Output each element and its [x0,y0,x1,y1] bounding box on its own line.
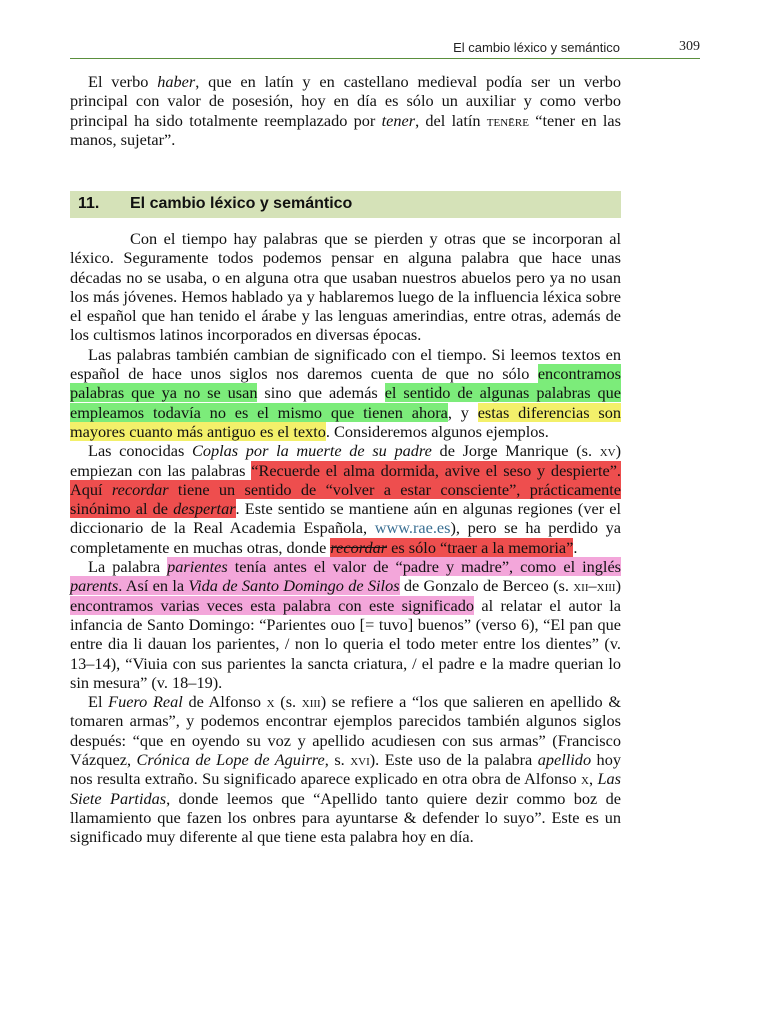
century-numeral: xiii [301,692,321,712]
text-run: La palabra [88,557,168,577]
text-run: . [573,537,578,557]
paragraph-1: Con el tiempo hay palabras que se pierden y otras que se incorporan al léxico. Seguramente todos podemos pensar en alguna palabra que hace unas décadas no se usaba, o en alguna otra que usaban nuestros abuelos pero ya no usan los más jóvenes. Hemos hablado ya y hablaremos luego de la influencia léxica sobre el español que han tenido el árabe y las lenguas amerindias, entre otras, además de los cultismos latinos incorporados en diversas épocas. [70,229,621,345]
text-run: al relatar el autor la infancia de Santo Domingo: “Parientes ouo [= tuvo] buenos” (verso 6), “El pan que entre dia li dauan los parientes, / non lo queria el todo meter entre los dientes” (v. 13–14), “Viuia con sus parientes la sancta criatura, / el padre e la madre querian lo sin mesura” (v. 18–19). [70,595,622,692]
text-run: , s. [324,750,351,770]
text-run: ) [615,576,621,596]
work-title: Las Siete Partidas [70,769,622,808]
century-numeral: xvi [350,750,370,770]
text-run: de Gonzalo de Berceo (s. [399,576,574,596]
text-run: El [88,692,109,712]
intro-paragraph-block [70,72,621,149]
paragraph-2 [70,345,621,441]
century-numeral: xv [599,441,616,461]
rae-link[interactable]: www.rae.es [374,518,451,538]
paragraph-4 [70,557,621,692]
highlight-pink-term: parents [70,576,119,596]
century-numeral: xii–xiii [573,576,616,596]
text-run: , donde leemos que “Apellido tanto quiere dezir commo boz de llamamiento que fazen los onbres para ayuntarse & defender lo suyo”. Este es un significado muy diferente al que tiene esta palabra hoy en día. [70,788,622,847]
highlight-pink-term: parientes [167,557,228,577]
text-run: ), pero se ha perdido ya completamente en muchas otras, donde [70,518,622,557]
highlight-pink-title: Vida de Santo Domingo de Silos [188,576,400,596]
text-run: hoy nos resulta extraño. Su significado aparece explicado en otra obra de Alfonso [70,750,621,789]
section-body [70,229,621,847]
term-haber: haber [157,72,196,91]
text-run: ) se refiere a “los que salieren en apellido & tomaren armas”, y podemos encontrar ejemplos parecidos también algunos siglos después: “que en oyendo su voz y apellido acudiesen con sus armas” (Francisco Vázquez, [70,692,622,770]
intro-paragraph [70,72,621,149]
highlight-red-term: recordar [330,537,388,557]
work-title: Coplas por la muerte de su padre [191,441,432,461]
highlight-green: encontramos palabras que ya no se usan [70,364,621,403]
highlight-red-term: despertar [173,499,236,519]
text-run: Las palabras también cambian de significado con el tiempo. Si leemos textos en español de hace unos siglos nos daremos cuenta de que no sólo [70,344,621,384]
text-run: ). Este uso de la palabra [369,750,538,770]
text-run: , que en latín y en castellano medieval podía ser un verbo principal con valor de posesión, hoy en día es sólo un auxiliar y como verbo principal ha sido totalmente reemplazado por [70,72,621,130]
latin-term: tenēre [486,110,529,130]
section-heading [70,191,621,218]
paragraph-5 [70,692,621,846]
text-run: (s. [274,692,302,712]
highlight-red-term: recordar [111,479,169,499]
text-run: Las conocidas [88,441,192,461]
roman-numeral: x [266,692,275,712]
highlight-yellow: estas diferencias son mayores cuanto más antiguo es el texto [70,402,621,441]
work-title: Fuero Real [108,692,183,712]
text-run: de Alfonso [182,692,267,712]
roman-numeral: x [581,769,589,789]
term-apellido: apellido [537,750,592,770]
paragraph-3 [70,441,621,557]
header-rule [70,58,700,59]
highlight-pink: . Así en la [118,576,189,596]
page-number: 309 [679,39,700,54]
text-run: sino que además [257,383,385,403]
highlight-red: es sólo “traer a la memoria” [387,537,574,557]
running-title: El cambio léxico y semántico [453,40,620,55]
highlight-pink: encontramos varias veces esta palabra con este significado [70,595,475,615]
section-title: El cambio léxico y semántico [130,195,353,212]
highlight-green: el sentido de algunas palabras que empleamos todavía no es el mismo que tienen ahora [70,383,622,422]
highlight-pink: tenía antes el valor de “padre y madre”, como el inglés [227,557,622,577]
highlight-red: “Recuerde el alma dormida, avive el seso y despierte”. Aquí [70,460,621,499]
text-run: . Este sentido se mantiene aún en algunas regiones (ver el diccionario de la Real Academia Española, [70,499,622,538]
text-run: de Jorge Manrique (s. [431,441,600,461]
work-title: Crónica de Lope de Aguirre [136,750,325,770]
text-run: . Consideremos algunos ejemplos. [325,421,549,441]
term-tener: tener [381,110,416,130]
text-run: El verbo [88,72,158,91]
text-run: , [588,769,598,789]
highlight-red: tiene un sentido de “volver a estar consciente”, prácticamente sinónimo al de [70,479,621,519]
text-run: “tener en las manos, sujetar”. [70,110,621,149]
text-run: ) empiezan con las palabras [70,441,622,480]
running-header [70,38,700,58]
text-run: , y [447,402,478,422]
section-number: 11. [78,195,100,212]
text-run: , del latín [415,110,487,130]
